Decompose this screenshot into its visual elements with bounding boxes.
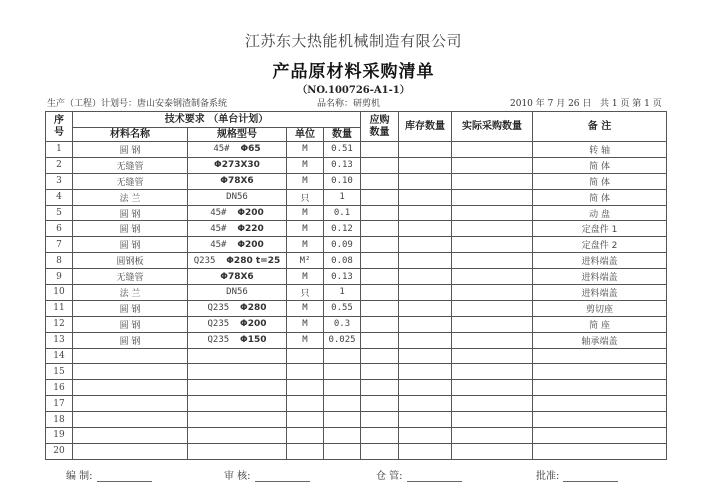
row-unit: M² bbox=[287, 253, 324, 269]
row-purchase-qty bbox=[361, 142, 399, 158]
approved-by-line[interactable] bbox=[563, 472, 618, 482]
row-actual-qty bbox=[452, 443, 533, 459]
row-qty: 0.08 bbox=[324, 253, 361, 269]
table-row bbox=[46, 173, 667, 189]
row-unit: 只 bbox=[287, 285, 324, 301]
compiled-by-field bbox=[66, 467, 152, 482]
materials-table bbox=[45, 111, 667, 460]
row-spec bbox=[188, 332, 287, 348]
date: 2010 年 7 月 26 日 bbox=[510, 99, 592, 109]
spec-size: Φ280 t=25 bbox=[226, 255, 281, 266]
row-note bbox=[533, 380, 667, 396]
row-stock-qty bbox=[399, 157, 452, 173]
row-note: 轴承端盖 bbox=[533, 332, 667, 348]
row-material: 圆 钢 bbox=[73, 221, 188, 237]
row-unit bbox=[287, 396, 324, 412]
row-qty bbox=[324, 412, 361, 428]
row-actual-qty bbox=[452, 285, 533, 301]
row-seq: 18 bbox=[46, 412, 73, 428]
row-qty: 0.55 bbox=[324, 300, 361, 316]
row-material: 无缝管 bbox=[73, 173, 188, 189]
table-row bbox=[46, 142, 667, 158]
row-unit: M bbox=[287, 173, 324, 189]
row-actual-qty bbox=[452, 189, 533, 205]
row-actual-qty bbox=[452, 157, 533, 173]
col-purchase-qty: 应购数量 bbox=[361, 112, 399, 142]
table-row bbox=[46, 364, 667, 380]
row-material: 圆 钢 bbox=[73, 332, 188, 348]
table-row bbox=[46, 428, 667, 444]
row-unit: M bbox=[287, 300, 324, 316]
table-row bbox=[46, 300, 667, 316]
row-stock-qty bbox=[399, 221, 452, 237]
table-row bbox=[46, 396, 667, 412]
row-stock-qty bbox=[399, 300, 452, 316]
plan-label: 生产（工程）计划号： bbox=[47, 99, 138, 109]
col-unit: 单位 bbox=[287, 128, 324, 142]
row-material bbox=[73, 443, 188, 459]
row-material bbox=[73, 396, 188, 412]
row-spec bbox=[188, 253, 287, 269]
row-stock-qty bbox=[399, 173, 452, 189]
row-actual-qty bbox=[452, 237, 533, 253]
row-stock-qty bbox=[399, 316, 452, 332]
row-stock-qty bbox=[399, 380, 452, 396]
row-purchase-qty bbox=[361, 428, 399, 444]
row-actual-qty bbox=[452, 428, 533, 444]
row-spec bbox=[188, 348, 287, 364]
row-qty: 0.3 bbox=[324, 316, 361, 332]
row-unit: M bbox=[287, 205, 324, 221]
row-spec bbox=[188, 205, 287, 221]
company-name: 江苏东大热能机械制造有限公司 bbox=[244, 32, 462, 50]
row-qty: 0.13 bbox=[324, 269, 361, 285]
row-seq: 20 bbox=[46, 443, 73, 459]
row-actual-qty bbox=[452, 364, 533, 380]
compiled-by-line[interactable] bbox=[97, 472, 152, 482]
col-note: 备 注 bbox=[533, 112, 667, 142]
row-actual-qty bbox=[452, 348, 533, 364]
spec-grade: 45# bbox=[213, 144, 230, 155]
row-qty bbox=[324, 428, 361, 444]
col-qty: 数量 bbox=[324, 128, 361, 142]
row-material: 圆 钢 bbox=[73, 300, 188, 316]
row-stock-qty bbox=[399, 412, 452, 428]
row-purchase-qty bbox=[361, 316, 399, 332]
row-unit bbox=[287, 380, 324, 396]
row-actual-qty bbox=[452, 221, 533, 237]
row-unit bbox=[287, 412, 324, 428]
row-seq: 15 bbox=[46, 364, 73, 380]
spec-grade: 45# bbox=[210, 223, 227, 234]
row-purchase-qty bbox=[361, 380, 399, 396]
row-seq: 12 bbox=[46, 316, 73, 332]
row-stock-qty bbox=[399, 443, 452, 459]
row-purchase-qty bbox=[361, 332, 399, 348]
row-qty: 1 bbox=[324, 285, 361, 301]
row-purchase-qty bbox=[361, 157, 399, 173]
warehouse-label: 仓 管: bbox=[376, 471, 403, 482]
row-material: 圆 钢 bbox=[73, 142, 188, 158]
spec-grade: DN56 bbox=[226, 192, 248, 203]
row-stock-qty bbox=[399, 285, 452, 301]
row-material: 圆 钢 bbox=[73, 316, 188, 332]
row-seq: 19 bbox=[46, 428, 73, 444]
row-material: 法 兰 bbox=[73, 285, 188, 301]
row-stock-qty bbox=[399, 269, 452, 285]
row-purchase-qty bbox=[361, 364, 399, 380]
row-seq: 4 bbox=[46, 189, 73, 205]
row-spec bbox=[188, 316, 287, 332]
spec-size: Φ65 bbox=[240, 144, 261, 155]
row-spec bbox=[188, 221, 287, 237]
row-material bbox=[73, 428, 188, 444]
row-unit: M bbox=[287, 237, 324, 253]
row-unit bbox=[287, 348, 324, 364]
row-qty bbox=[324, 364, 361, 380]
row-qty bbox=[324, 396, 361, 412]
row-seq: 7 bbox=[46, 237, 73, 253]
col-tech-req: 技术要求 （单台计划） bbox=[73, 112, 361, 128]
row-purchase-qty bbox=[361, 189, 399, 205]
row-purchase-qty bbox=[361, 348, 399, 364]
row-actual-qty bbox=[452, 300, 533, 316]
row-seq: 1 bbox=[46, 142, 73, 158]
table-row bbox=[46, 348, 667, 364]
row-material: 无缝管 bbox=[73, 157, 188, 173]
row-spec bbox=[188, 269, 287, 285]
table-row bbox=[46, 443, 667, 459]
row-material bbox=[73, 348, 188, 364]
row-seq: 14 bbox=[46, 348, 73, 364]
row-spec bbox=[188, 443, 287, 459]
spec-size: Φ220 bbox=[237, 223, 264, 234]
row-seq: 9 bbox=[46, 269, 73, 285]
compiled-by-label: 编 制: bbox=[66, 471, 93, 482]
table-row bbox=[46, 285, 667, 301]
spec-size: Φ200 bbox=[237, 208, 264, 218]
row-qty: 0.1 bbox=[324, 205, 361, 221]
row-spec bbox=[188, 142, 287, 158]
row-actual-qty bbox=[452, 205, 533, 221]
row-seq: 16 bbox=[46, 380, 73, 396]
row-unit bbox=[287, 364, 324, 380]
row-stock-qty bbox=[399, 142, 452, 158]
table-row bbox=[46, 189, 667, 205]
row-actual-qty bbox=[452, 316, 533, 332]
row-unit bbox=[287, 443, 324, 459]
date-pages bbox=[510, 96, 662, 109]
row-material: 法 兰 bbox=[73, 189, 188, 205]
spec-size: Φ78X6 bbox=[220, 176, 254, 187]
row-seq: 10 bbox=[46, 285, 73, 301]
row-spec bbox=[188, 364, 287, 380]
row-note: 转 轴 bbox=[533, 142, 667, 158]
row-material: 圆钢板 bbox=[73, 253, 188, 269]
table-row bbox=[46, 380, 667, 396]
warehouse-field bbox=[376, 467, 462, 482]
row-note: 简 体 bbox=[533, 189, 667, 205]
row-note: 动 盘 bbox=[533, 205, 667, 221]
row-unit: M bbox=[287, 332, 324, 348]
row-purchase-qty bbox=[361, 443, 399, 459]
row-material bbox=[73, 364, 188, 380]
row-seq: 13 bbox=[46, 332, 73, 348]
row-stock-qty bbox=[399, 428, 452, 444]
row-note: 进料端盖 bbox=[533, 269, 667, 285]
row-actual-qty bbox=[452, 412, 533, 428]
row-stock-qty bbox=[399, 205, 452, 221]
row-qty: 1 bbox=[324, 189, 361, 205]
table-row bbox=[46, 157, 667, 173]
table-row bbox=[46, 253, 667, 269]
spec-size: Φ78X6 bbox=[220, 271, 254, 282]
row-note bbox=[533, 364, 667, 380]
table-row bbox=[46, 205, 667, 221]
row-spec bbox=[188, 300, 287, 316]
row-stock-qty bbox=[399, 348, 452, 364]
row-purchase-qty bbox=[361, 300, 399, 316]
row-material bbox=[73, 380, 188, 396]
row-seq: 11 bbox=[46, 300, 73, 316]
row-unit: M bbox=[287, 316, 324, 332]
approved-by-label: 批准: bbox=[536, 471, 560, 482]
row-purchase-qty bbox=[361, 269, 399, 285]
spec-grade: 45# bbox=[210, 208, 227, 218]
row-purchase-qty bbox=[361, 205, 399, 221]
col-spec: 规格型号 bbox=[188, 128, 287, 142]
row-note: 剪切座 bbox=[533, 300, 667, 316]
spec-grade: Q235 bbox=[207, 335, 230, 346]
spec-grade: Q235 bbox=[193, 255, 216, 266]
col-actual-qty: 实际采购数量 bbox=[452, 112, 533, 142]
spec-size: Φ200 bbox=[237, 239, 264, 250]
row-spec bbox=[188, 189, 287, 205]
approved-by-field bbox=[536, 467, 618, 482]
spec-grade: Q235 bbox=[207, 303, 230, 314]
plan-number bbox=[47, 96, 227, 109]
row-unit: M bbox=[287, 142, 324, 158]
reviewed-by-label: 审 核: bbox=[224, 471, 251, 482]
row-stock-qty bbox=[399, 253, 452, 269]
table-row bbox=[46, 269, 667, 285]
page-count: 共 1 页 第 1 页 bbox=[599, 99, 662, 109]
spec-size: Φ280 bbox=[240, 303, 267, 314]
row-spec bbox=[188, 173, 287, 189]
reviewed-by-line[interactable] bbox=[255, 472, 310, 482]
spec-grade: 45# bbox=[210, 239, 227, 250]
table-row bbox=[46, 412, 667, 428]
row-material: 无缝管 bbox=[73, 269, 188, 285]
table-row bbox=[46, 316, 667, 332]
row-purchase-qty bbox=[361, 285, 399, 301]
row-note bbox=[533, 348, 667, 364]
row-stock-qty bbox=[399, 189, 452, 205]
spec-grade: DN56 bbox=[226, 287, 248, 298]
row-actual-qty bbox=[452, 332, 533, 348]
col-stock-qty: 库存数量 bbox=[399, 112, 452, 142]
row-purchase-qty bbox=[361, 173, 399, 189]
row-stock-qty bbox=[399, 332, 452, 348]
row-note: 进料端盖 bbox=[533, 253, 667, 269]
reviewed-by-field bbox=[224, 467, 310, 482]
table-row bbox=[46, 332, 667, 348]
col-seq: 序号 bbox=[46, 112, 73, 142]
row-qty: 0.10 bbox=[324, 173, 361, 189]
spec-size: Φ273X30 bbox=[214, 160, 260, 171]
row-purchase-qty bbox=[361, 396, 399, 412]
document-number: （NO.100726-A1-1） bbox=[297, 85, 410, 96]
row-actual-qty bbox=[452, 142, 533, 158]
row-qty bbox=[324, 443, 361, 459]
row-spec bbox=[188, 380, 287, 396]
spec-grade: Q235 bbox=[207, 319, 230, 330]
row-spec bbox=[188, 412, 287, 428]
row-material: 圆 钢 bbox=[73, 237, 188, 253]
row-material bbox=[73, 412, 188, 428]
col-material: 材料名称 bbox=[73, 128, 188, 142]
row-spec bbox=[188, 237, 287, 253]
row-seq: 5 bbox=[46, 205, 73, 221]
row-material: 圆 钢 bbox=[73, 205, 188, 221]
row-stock-qty bbox=[399, 364, 452, 380]
product-name bbox=[317, 96, 380, 109]
row-note bbox=[533, 443, 667, 459]
row-purchase-qty bbox=[361, 412, 399, 428]
row-unit bbox=[287, 428, 324, 444]
row-qty: 0.025 bbox=[324, 332, 361, 348]
row-note bbox=[533, 428, 667, 444]
row-seq: 8 bbox=[46, 253, 73, 269]
row-note: 简 体 bbox=[533, 157, 667, 173]
row-spec bbox=[188, 285, 287, 301]
table-row bbox=[46, 237, 667, 253]
row-qty: 0.09 bbox=[324, 237, 361, 253]
row-qty: 0.13 bbox=[324, 157, 361, 173]
row-note bbox=[533, 412, 667, 428]
table-row bbox=[46, 221, 667, 237]
row-note bbox=[533, 396, 667, 412]
row-actual-qty bbox=[452, 173, 533, 189]
row-qty: 0.51 bbox=[324, 142, 361, 158]
row-actual-qty bbox=[452, 253, 533, 269]
row-purchase-qty bbox=[361, 221, 399, 237]
row-stock-qty bbox=[399, 237, 452, 253]
row-qty: 0.12 bbox=[324, 221, 361, 237]
row-purchase-qty bbox=[361, 237, 399, 253]
plan-value: 唐山安泰钢渣制备系统 bbox=[137, 99, 228, 109]
warehouse-line[interactable] bbox=[407, 472, 462, 482]
row-actual-qty bbox=[452, 396, 533, 412]
spec-size: Φ150 bbox=[240, 335, 267, 346]
row-note: 进料端盖 bbox=[533, 285, 667, 301]
row-note: 定盘件 1 bbox=[533, 221, 667, 237]
row-purchase-qty bbox=[361, 253, 399, 269]
row-unit: 只 bbox=[287, 189, 324, 205]
row-stock-qty bbox=[399, 396, 452, 412]
row-qty bbox=[324, 380, 361, 396]
row-spec bbox=[188, 396, 287, 412]
spec-size: Φ200 bbox=[240, 319, 267, 330]
header-row-1 bbox=[46, 112, 667, 128]
row-seq: 6 bbox=[46, 221, 73, 237]
row-spec bbox=[188, 428, 287, 444]
row-note: 定盘件 2 bbox=[533, 237, 667, 253]
document-title: 产品原材料采购清单 bbox=[272, 62, 435, 82]
row-unit: M bbox=[287, 157, 324, 173]
row-actual-qty bbox=[452, 269, 533, 285]
row-note: 简 体 bbox=[533, 173, 667, 189]
row-unit: M bbox=[287, 269, 324, 285]
product-label: 品名称： bbox=[317, 99, 354, 109]
row-unit: M bbox=[287, 221, 324, 237]
row-qty bbox=[324, 348, 361, 364]
product-value: 研剪机 bbox=[353, 99, 381, 109]
row-seq: 2 bbox=[46, 157, 73, 173]
row-note: 简 座 bbox=[533, 316, 667, 332]
row-actual-qty bbox=[452, 380, 533, 396]
row-seq: 3 bbox=[46, 173, 73, 189]
row-spec bbox=[188, 157, 287, 173]
row-seq: 17 bbox=[46, 396, 73, 412]
